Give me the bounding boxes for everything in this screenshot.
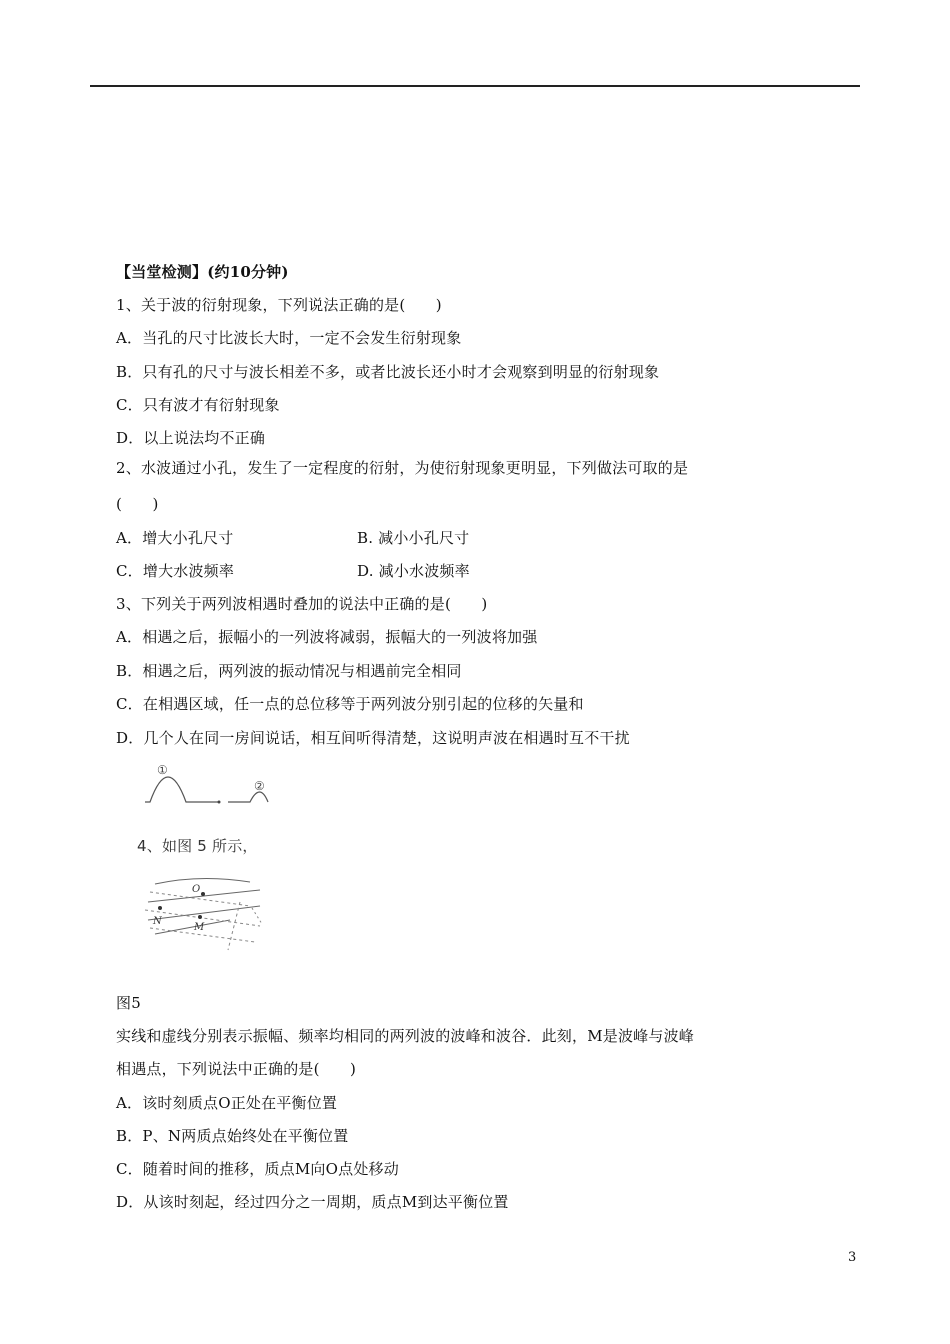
q4-option-a: A．该时刻质点O正处在平衡位置	[116, 1094, 338, 1112]
pulse-2-line	[228, 792, 268, 802]
meeting-point	[218, 801, 221, 804]
q3-stem: 3、下列关于两列波相遇时叠加的说法中正确的是( )	[116, 595, 488, 613]
crest-line	[155, 878, 250, 884]
point-n	[158, 906, 162, 910]
q1-option-b: B．只有孔的尺寸与波长相差不多，或者比波长还小时才会观察到明显的衍射现象	[116, 363, 660, 381]
q2-stem: 2、水波通过小孔，发生了一定程度的衍射，为使衍射现象更明显，下列做法可取的是	[116, 459, 689, 477]
section-title: 【当堂检测】(约10分钟)	[116, 263, 289, 281]
q1-option-d: D．以上说法均不正确	[116, 429, 266, 447]
q1-stem: 1、关于波的衍射现象，下列说法正确的是( )	[116, 296, 442, 314]
label-m: M	[194, 922, 205, 933]
two-pulses-figure	[140, 762, 280, 812]
q3-option-d: D．几个人在同一房间说话，相互间听得清楚，这说明声波在相遇时互不干扰	[116, 729, 630, 747]
q3-option-b: B．相遇之后，两列波的振动情况与相遇前完全相同	[116, 662, 462, 680]
q1-option-a: A．当孔的尺寸比波长大时，一定不会发生衍射现象	[116, 329, 462, 347]
label-n: N	[153, 916, 162, 927]
q4-option-d: D．从该时刻起，经过四分之一周期，质点M到达平衡位置	[116, 1193, 509, 1211]
crest-line	[155, 920, 230, 934]
q2-option-a: A．增大小孔尺寸	[116, 529, 234, 547]
q2-option-b: B. 减小小孔尺寸	[357, 529, 470, 547]
q4-stem-line-2: 相遇点，下列说法中正确的是( )	[116, 1060, 357, 1078]
pulse-label-2: ②	[254, 779, 265, 793]
q1-option-c: C．只有波才有衍射现象	[116, 396, 280, 414]
trough-line	[252, 908, 262, 924]
label-o: O	[192, 884, 201, 895]
q4-intro: 4、如图 5 所示，	[137, 837, 258, 855]
header-rule	[90, 85, 860, 87]
pulse-1-line	[145, 777, 218, 802]
figure-5-caption: 图5	[116, 994, 141, 1012]
point-m	[198, 915, 202, 919]
q4-option-c: C．随着时间的推移，质点M向O点处移动	[116, 1160, 399, 1178]
q2-option-c: C．增大水波频率	[116, 562, 235, 580]
q4-option-b: B．P、N两质点始终处在平衡位置	[116, 1127, 349, 1145]
q3-option-c: C．在相遇区域，任一点的总位移等于两列波分别引起的位移的矢量和	[116, 695, 584, 713]
pulse-label-1: ①	[157, 763, 168, 777]
q4-stem-line-1: 实线和虚线分别表示振幅、频率均相同的两列波的波峰和波谷．此刻，M是波峰与波峰	[116, 1027, 694, 1045]
q3-option-a: A．相遇之后，振幅小的一列波将减弱，振幅大的一列波将加强	[116, 628, 538, 646]
q2-option-d: D. 减小水波频率	[357, 562, 470, 580]
interference-figure	[140, 872, 270, 954]
point-o	[201, 892, 205, 896]
page-number: 3	[848, 1250, 857, 1265]
crest-line	[148, 890, 260, 902]
q2-paren: ( )	[116, 495, 159, 513]
